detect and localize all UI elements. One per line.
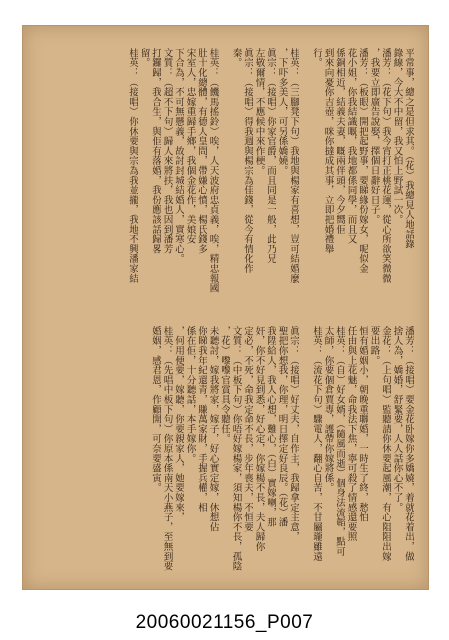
text-column: 下合為，不可無懸義，故討封城結婚人，實寒心。 bbox=[173, 48, 184, 264]
text-column: 桂英：（饑馬搖鈴）唉，人天波府忠貞義，唉，精忠報國 bbox=[207, 48, 219, 293]
text-column: 桂英：（三腳凳下句）我地與楊家有喜想，豈可結婚麼 bbox=[288, 48, 299, 284]
bottom-text-block bbox=[37, 326, 414, 574]
text-column: ，我要立即廣告說娶，擇個日辭好日子。 bbox=[368, 48, 380, 225]
text-column: 留。 bbox=[138, 48, 150, 68]
text-column: 秦。 bbox=[230, 48, 242, 68]
text-column: 打鑼歸，我合生，與佢有落婚，我份應該話歸畧 bbox=[150, 48, 161, 254]
text-column: 潘芳：（接唱）要金花卧嫁你多嬌嬈，着就花着出，做 bbox=[403, 326, 414, 562]
page-id-caption: 20060021156_P007 bbox=[135, 612, 314, 633]
text-column: 桂英：（接唱）你休要與宗為我並攏，我地不興潘家結 bbox=[127, 48, 138, 284]
text-column: 肚十化總體，有德人皇問，帶嫌心憤，楊氏錢多 bbox=[196, 48, 207, 254]
text-column: 係銅相近，結義夫妻，嘅兩伴頭，今夕嚮佢 bbox=[334, 48, 345, 235]
text-column: 錄線，今大不中留，我又怕上野試一次。 bbox=[391, 48, 403, 225]
text-column: 文質：（超不下句）歸人來將扶，我也因到潘芳 bbox=[161, 48, 173, 254]
text-column: 聖把你想我，你理，明日擇定好良辰。（花）潘 bbox=[276, 326, 288, 527]
text-column: 要出路。 bbox=[368, 326, 380, 366]
text-column bbox=[299, 48, 311, 306]
text-column: 你睇我年紀還青，賺萬家財，手握兵權，相 bbox=[196, 326, 207, 513]
text-column: 係在佢，十分聽話，本手嫁你。 bbox=[184, 326, 196, 464]
text-column: 金花：（上句唱）監聽請你休要起風潮，有心阻阻出嫁 bbox=[380, 326, 391, 562]
text-column: 潘芳：（花下句）我今宵打正桃花運，從心所欲笑微微 bbox=[380, 48, 391, 284]
text-column: 花小姐，你我結識嘅，我地都係同學，而且又 bbox=[345, 48, 357, 244]
text-column: ，下吓多美人，可另係嬌嬈。 bbox=[276, 48, 288, 176]
text-column: 左敬爾情，不應候中來作梗。 bbox=[253, 48, 265, 176]
text-column: 奸，你不好見到悉，好心定，你嫁楊不長，夫人歸你 bbox=[253, 326, 265, 552]
text-column: 眞宗：（接唱）得我週與楊宗為佳錢，從今有情化作 bbox=[242, 48, 253, 274]
text-column bbox=[219, 48, 231, 306]
text-column: 未聽討，嫁我將家，嫁子，好心實定嫁，休想佔 bbox=[207, 326, 219, 532]
text-column: 宋室人，忠嫁重歸手鄉，我個金花作，美娘安 bbox=[184, 48, 196, 244]
text-column: 文質：（中板下句）你唔好嫁楊家，須知楊你不長，孤陰 bbox=[230, 326, 242, 571]
text-column: 恒有婚姻小，朝晚重聯婚，一時生了終，愁怕 bbox=[357, 326, 368, 522]
text-column: 眞宗：（接唱）你家官爵，而且同是一般，此乃兄 bbox=[265, 48, 276, 264]
text-column: 任由與上花魅，命我法下焦，寧可殺了情感還要照 bbox=[345, 326, 357, 542]
text-column: 眞宗：（接唱）好丈夫，自作主，我歸拿定主意， bbox=[288, 326, 299, 542]
text-column: 婚姻，感君恩，作顧開，可奈要盛寅。 bbox=[150, 326, 161, 493]
text-column: 桂英：（自）好女婿，（隨風而逝）個身法流韜，點可 bbox=[334, 326, 345, 557]
text-column: ，何用便要，嫁聽，你要親家人，她要嫁來， bbox=[173, 326, 184, 522]
text-column: 桂英：（流花下句）驟電人，翻心自苦，不甘屬瓏雖遠 bbox=[311, 326, 322, 562]
text-column: 捨人為，嬌婚，舒緊要，人人話你心不了。 bbox=[391, 326, 403, 513]
text-column bbox=[299, 326, 311, 574]
text-column: 行。 bbox=[311, 48, 322, 68]
scan-frame bbox=[8, 8, 441, 606]
text-column: 桂英：（先唱中板下句）你原本係南天小燕子，至無到要 bbox=[161, 326, 173, 571]
text-column: ，花）嚟嚟官賞具令聽任。 bbox=[219, 326, 230, 444]
script-page bbox=[22, 25, 429, 590]
text-column: 潘芳：（板眼）開把起野事，要睇緣份嫁女，呢似金 bbox=[357, 48, 368, 274]
text-column: 定必，不死，命我定命不長，步年喪夫，不恒要 bbox=[242, 326, 253, 532]
top-text-block bbox=[37, 48, 414, 306]
text-column: 到來向憂你吉壺，咪你撻成其事，立即把婚禮舉 bbox=[322, 48, 334, 254]
text-column: 平常事，總之是但求其。（花）我總見人地話錄 bbox=[403, 48, 414, 249]
text-column: 我陞給人，我人心想，難心，（白）實嫁喇，那 bbox=[265, 326, 276, 527]
text-column: 太師，你要個倉賈專，護帶你嫁將係。 bbox=[322, 326, 334, 493]
